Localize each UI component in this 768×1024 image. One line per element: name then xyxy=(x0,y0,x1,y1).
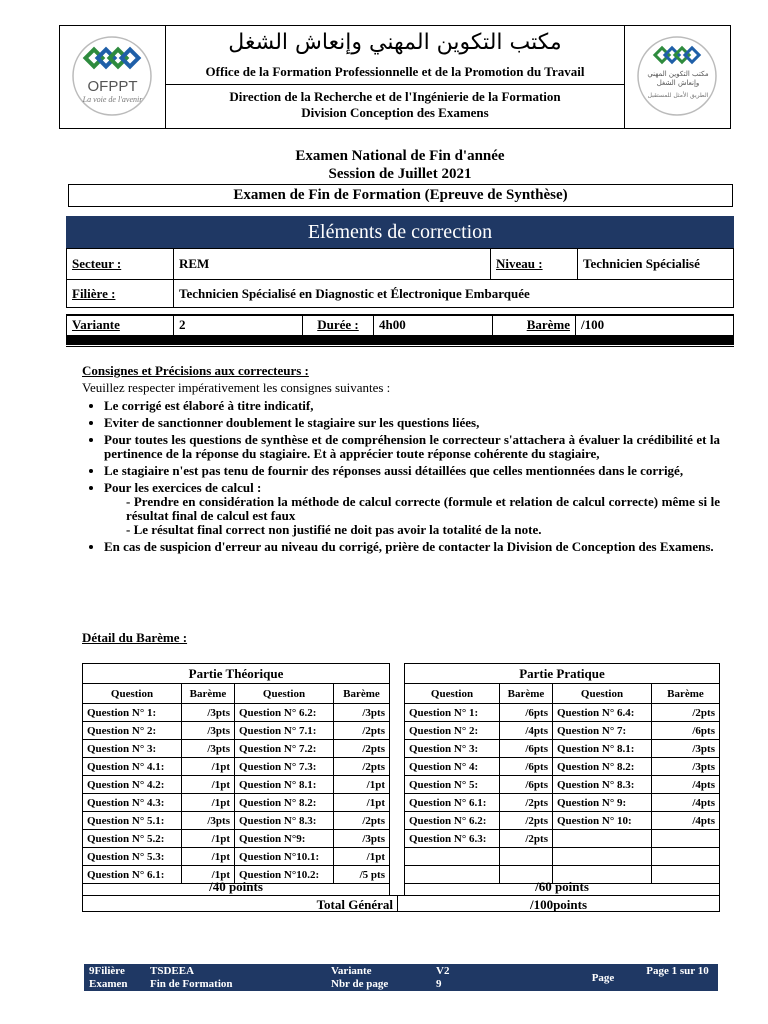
points-cell xyxy=(500,848,553,866)
points-cell: /4pts xyxy=(652,794,720,812)
footer-examen-value: Fin de Formation xyxy=(146,978,327,991)
consigne-item: • Pour les exercices de calcul : xyxy=(104,481,720,495)
question-cell: Question N° 5.1: xyxy=(83,812,182,830)
logo-tagline: La voie de l'avenir xyxy=(82,95,143,104)
bareme-row xyxy=(405,704,720,722)
bareme-row xyxy=(83,740,390,758)
points-cell: /3pts xyxy=(182,704,235,722)
page-footer xyxy=(84,964,718,991)
consigne-item: • Pour toutes les questions de synthèse et de compréhension le correcteur s'attachera à évaluer la crédibilité et la pertinence de la réponse du stagiaire. Et à apprécier toute réponse cohérente du stagiaire, xyxy=(104,433,720,461)
arabic-title: مكتب التكوين المهني وإنعاش الشغل xyxy=(228,30,562,55)
practice-total: /60 points xyxy=(404,878,720,896)
question-cell: Question N° 2: xyxy=(83,722,182,740)
points-cell: /1pt xyxy=(334,776,390,794)
variante-table xyxy=(66,314,734,336)
points-cell: /6pts xyxy=(652,722,720,740)
calc-sub-2: - Le résultat final correct non justifié ne doit pas avoir la totalité de la note. xyxy=(126,522,542,537)
footer-page-value: Page 1 sur 10 xyxy=(638,965,718,991)
points-cell: /2pts xyxy=(334,758,390,776)
points-cell: /1pt xyxy=(182,758,235,776)
bareme-value: /100 xyxy=(576,315,734,335)
points-cell: /2pts xyxy=(334,722,390,740)
office-name: Office de la Formation Professionnelle et de la Promotion du Travail xyxy=(205,64,585,79)
points-cell: /4pts xyxy=(500,722,553,740)
question-cell: Question N° 7.2: xyxy=(235,740,334,758)
document-header xyxy=(59,25,731,129)
bareme-row xyxy=(405,812,720,830)
direction-name: Direction de la Recherche et de l'Ingénierie de la Formation xyxy=(229,89,561,104)
division-name: Division Conception des Examens xyxy=(301,105,489,120)
points-cell: /1pt xyxy=(182,866,235,884)
exam-session: Session de Juillet 2021 xyxy=(328,166,472,182)
question-cell: Question N° 2: xyxy=(405,722,500,740)
question-cell: Question N° 8.2: xyxy=(553,758,652,776)
ofppt-logo-right xyxy=(624,26,730,128)
points-cell xyxy=(652,830,720,848)
bareme-row xyxy=(405,758,720,776)
filiere-label: Filière : xyxy=(72,285,116,301)
question-cell: Question N° 5.2: xyxy=(83,830,182,848)
question-cell: Question N° 4.3: xyxy=(83,794,182,812)
col-bareme: Barème xyxy=(500,684,553,704)
points-cell: /2pts xyxy=(500,830,553,848)
calc-sub-1: - Prendre en considération la méthode de calcul correcte (formule et relation de calcul correcte) même si le résultat final de calcul est faux xyxy=(126,494,720,523)
points-cell: /6pts xyxy=(500,758,553,776)
footer-nbr-value: 9 xyxy=(432,978,569,991)
col-question: Question xyxy=(83,684,182,704)
theory-total: /40 points xyxy=(82,878,390,896)
logo-text: OFPPT xyxy=(87,78,138,95)
bareme-row xyxy=(83,776,390,794)
secteur-value: REM xyxy=(174,249,491,280)
niveau-label: Niveau : xyxy=(496,256,543,271)
footer-page-label: Page xyxy=(569,965,638,991)
practice-table xyxy=(404,663,720,884)
points-cell: /1pt xyxy=(182,794,235,812)
points-cell: /6pts xyxy=(500,776,553,794)
points-cell: /1pt xyxy=(182,848,235,866)
bareme-label: Barème xyxy=(526,317,570,333)
points-cell: /2pts xyxy=(652,704,720,722)
col-bareme: Barème xyxy=(334,684,390,704)
bareme-row xyxy=(83,830,390,848)
question-cell xyxy=(405,848,500,866)
points-cell: /3pts xyxy=(652,758,720,776)
thick-divider xyxy=(66,336,734,345)
secteur-label: Secteur : xyxy=(72,256,122,271)
bareme-row xyxy=(405,776,720,794)
consigne-item: • Le stagiaire n'est pas tenu de fournir des réponses aussi détaillées que celles mentionnées dans le corrigé, xyxy=(104,464,720,478)
consigne-item: • Le corrigé est élaboré à titre indicatif, xyxy=(104,399,720,413)
question-cell: Question N° 9: xyxy=(553,794,652,812)
col-question: Question xyxy=(553,684,652,704)
bareme-title: Détail du Barème : xyxy=(82,630,188,645)
question-cell: Question N° 8.1: xyxy=(235,776,334,794)
consignes-intro: Veuillez respecter impérativement les consignes suivantes : xyxy=(82,380,391,395)
question-cell: Question N° 3: xyxy=(405,740,500,758)
points-cell: /3pts xyxy=(652,740,720,758)
bareme-row xyxy=(405,740,720,758)
bareme-row xyxy=(83,812,390,830)
consigne-item: • En cas de suspicion d'erreur au niveau du corrigé, prière de contacter la Division de Conception des Examens. xyxy=(104,540,720,554)
points-cell: /1pt xyxy=(334,794,390,812)
variante-label: Variante xyxy=(72,317,120,333)
points-cell: /3pts xyxy=(182,740,235,758)
right-logo-tagline: الطريق الأمثل للمستقبل xyxy=(647,92,709,99)
footer-variante-value: V2 xyxy=(432,965,569,978)
points-cell: /2pts xyxy=(334,740,390,758)
niveau-value: Technicien Spécialisé xyxy=(578,249,734,280)
question-cell: Question N° 6.4: xyxy=(553,704,652,722)
bareme-row xyxy=(405,848,720,866)
bareme-row xyxy=(83,848,390,866)
question-cell: Question N° 3: xyxy=(83,740,182,758)
ofppt-logo-left xyxy=(60,26,166,128)
col-bareme: Barème xyxy=(182,684,235,704)
header-center xyxy=(165,26,625,128)
points-cell: /1pt xyxy=(334,848,390,866)
question-cell xyxy=(553,848,652,866)
consignes-title: Consignes et Précisions aux correcteurs : xyxy=(82,363,309,378)
points-cell: /4pts xyxy=(652,812,720,830)
points-cell: /3pts xyxy=(182,722,235,740)
bareme-row xyxy=(83,794,390,812)
points-cell: /1pt xyxy=(182,776,235,794)
question-cell: Question N° 6.1: xyxy=(83,866,182,884)
question-cell: Question N° 7.1: xyxy=(235,722,334,740)
correction-banner: Eléments de correction xyxy=(66,216,734,248)
footer-nbr-label: Nbr de page xyxy=(327,978,432,991)
footer-variante-label: Variante xyxy=(327,965,432,978)
question-cell: Question N° 8.3: xyxy=(553,776,652,794)
consigne-item: • Eviter de sanctionner doublement le stagiaire sur les questions liées, xyxy=(104,416,720,430)
variante-value: 2 xyxy=(174,315,303,335)
bareme-row xyxy=(405,794,720,812)
total-label: Total Général xyxy=(82,895,398,912)
bareme-row xyxy=(83,758,390,776)
points-cell: /5 pts xyxy=(334,866,390,884)
thin-divider xyxy=(66,346,734,347)
points-cell: /2pts xyxy=(500,812,553,830)
points-cell: /2pts xyxy=(500,794,553,812)
points-cell: /4pts xyxy=(652,776,720,794)
duree-label: Durée : xyxy=(317,317,359,333)
bareme-row xyxy=(83,704,390,722)
practice-title: Partie Pratique xyxy=(405,664,720,684)
consignes-list xyxy=(80,399,720,557)
points-cell: /3pts xyxy=(182,812,235,830)
exam-type: Examen de Fin de Formation (Epreuve de Synthèse) xyxy=(68,184,733,207)
bareme-row xyxy=(83,722,390,740)
points-cell: /3pts xyxy=(334,704,390,722)
question-cell: Question N° 5.3: xyxy=(83,848,182,866)
filiere-value: Technicien Spécialisé en Diagnostic et Électronique Embarquée xyxy=(174,280,734,308)
points-cell: /3pts xyxy=(334,830,390,848)
theory-table xyxy=(82,663,390,884)
question-cell xyxy=(553,830,652,848)
question-cell: Question N° 6.3: xyxy=(405,830,500,848)
question-cell: Question N° 10: xyxy=(553,812,652,830)
question-cell: Question N° 5: xyxy=(405,776,500,794)
question-cell: Question N°9: xyxy=(235,830,334,848)
question-cell: Question N° 6.1: xyxy=(405,794,500,812)
ofppt-logo-icon xyxy=(60,26,165,128)
footer-filiere-value: TSDEEA xyxy=(146,965,327,978)
bareme-row xyxy=(405,722,720,740)
question-cell: Question N° 1: xyxy=(405,704,500,722)
right-logo-text: مكتب التكوين المهني وإنعاش الشغل xyxy=(647,70,709,87)
col-question: Question xyxy=(405,684,500,704)
duree-value: 4h00 xyxy=(374,315,493,335)
question-cell: Question N° 6.2: xyxy=(235,704,334,722)
question-cell: Question N° 8.1: xyxy=(553,740,652,758)
question-cell: Question N° 4.2: xyxy=(83,776,182,794)
question-cell: Question N° 7: xyxy=(553,722,652,740)
points-cell xyxy=(652,848,720,866)
col-question: Question xyxy=(235,684,334,704)
footer-examen-label: Examen xyxy=(85,978,146,991)
points-cell: /1pt xyxy=(182,830,235,848)
col-bareme: Barème xyxy=(652,684,720,704)
question-cell: Question N° 4.1: xyxy=(83,758,182,776)
question-cell: Question N° 7.3: xyxy=(235,758,334,776)
footer-filiere-label: 9Filière xyxy=(85,965,146,978)
points-cell: /6pts xyxy=(500,740,553,758)
question-cell: Question N° 6.2: xyxy=(405,812,500,830)
question-cell: Question N°10.1: xyxy=(235,848,334,866)
info-table xyxy=(66,248,734,308)
question-cell: Question N° 8.2: xyxy=(235,794,334,812)
theory-title: Partie Théorique xyxy=(83,664,390,684)
bareme-row xyxy=(405,830,720,848)
question-cell: Question N° 1: xyxy=(83,704,182,722)
question-cell: Question N° 4: xyxy=(405,758,500,776)
question-cell: Question N°10.2: xyxy=(235,866,334,884)
question-cell: Question N° 8.3: xyxy=(235,812,334,830)
exam-national: Examen National de Fin d'année xyxy=(295,148,505,164)
points-cell: /2pts xyxy=(334,812,390,830)
points-cell: /6pts xyxy=(500,704,553,722)
total-value: /100points xyxy=(398,895,720,912)
